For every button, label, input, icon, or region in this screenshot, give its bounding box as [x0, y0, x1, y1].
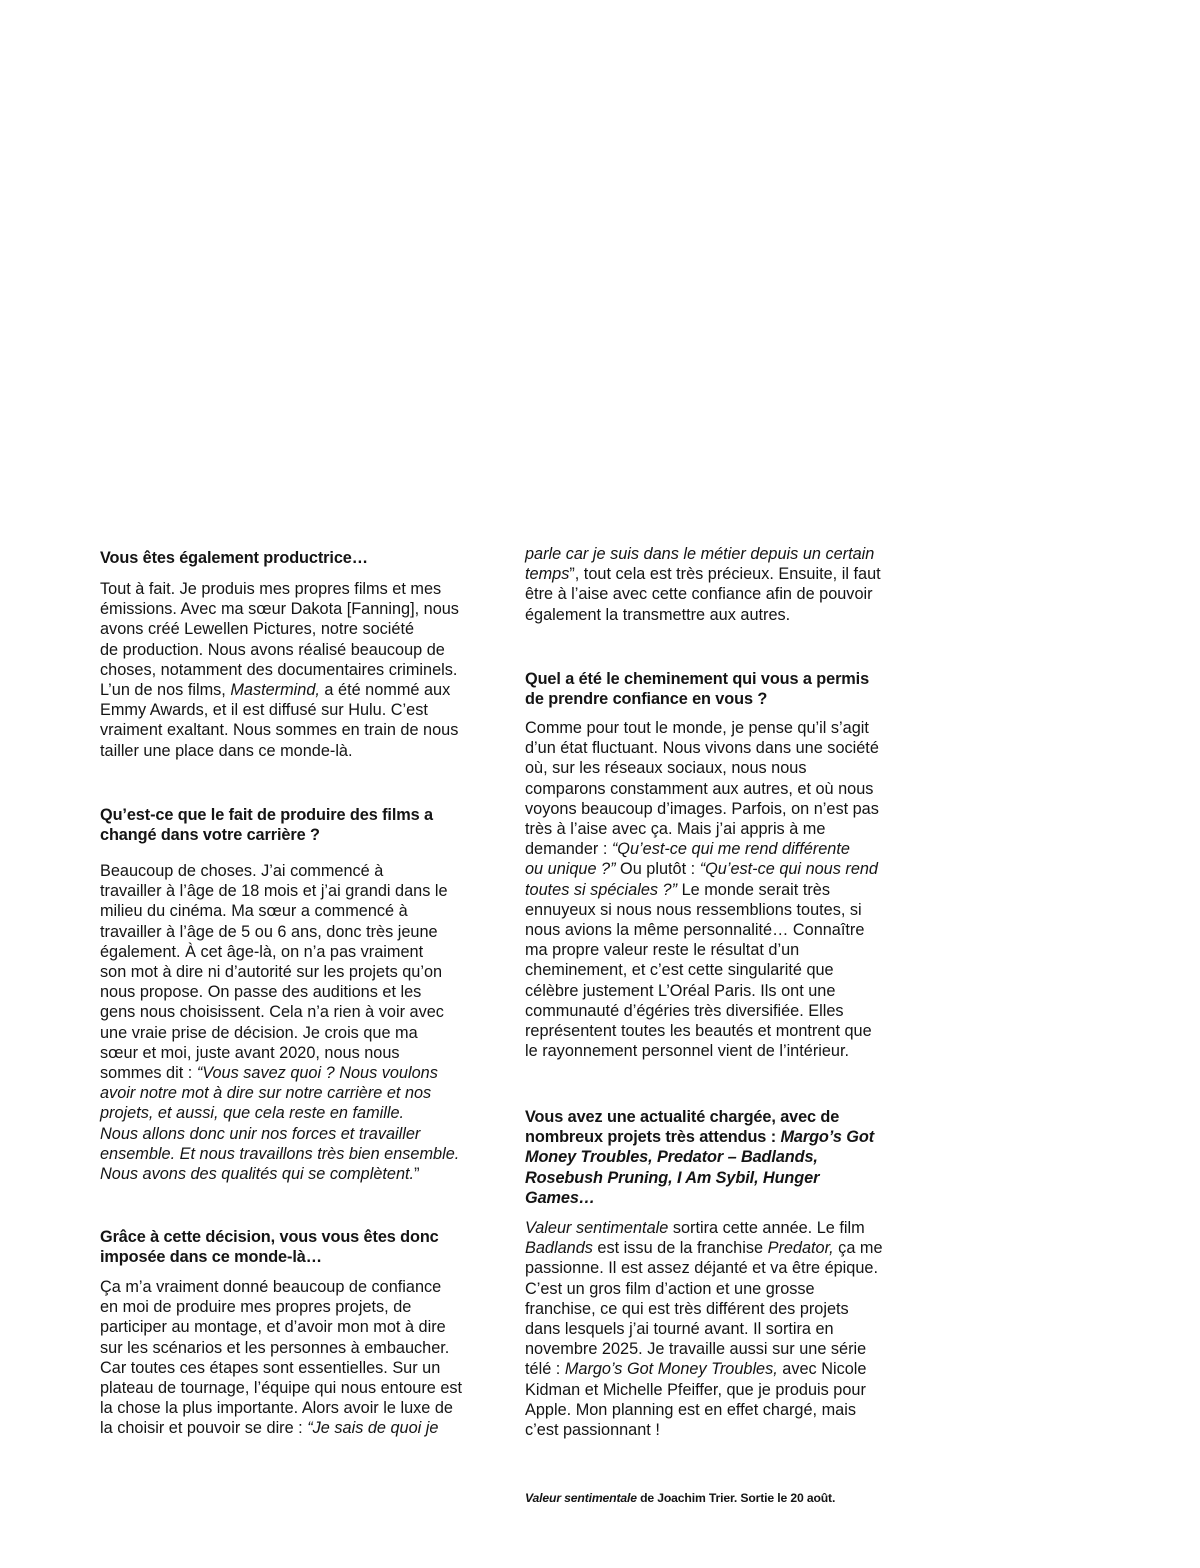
text-line [100, 700, 459, 720]
text-line [100, 1418, 462, 1438]
text-line [525, 1127, 874, 1147]
text-line [100, 881, 459, 901]
left-column [100, 0, 505, 1568]
question-productrice [100, 548, 368, 568]
text-line [525, 920, 879, 940]
text-line [100, 1043, 459, 1063]
text-segment: ça me [833, 1239, 883, 1258]
text-segment: son mot à dire ni d’autorité sur les projets qu’on [100, 963, 443, 982]
text-segment: changé dans votre carrière ? [100, 826, 320, 845]
text-segment: Car toutes ces étapes sont essentielles. Sur un [100, 1358, 441, 1377]
text-line [525, 960, 879, 980]
text-line [525, 564, 881, 584]
text-line [525, 1258, 883, 1278]
text-line [525, 940, 879, 960]
answer-cheminement [525, 718, 879, 1061]
text-line [525, 1319, 883, 1339]
text-segment: très à l’aise avec ça. Mais j’ai appris à me [525, 820, 826, 839]
text-segment: comparons constamment aux autres, et où nous [525, 779, 874, 798]
text-line [100, 741, 459, 761]
text-segment: Rosebush Pruning, I Am Sybil, Hunger [525, 1168, 820, 1187]
text-line [525, 669, 869, 689]
text-segment: de Joachim Trier. Sortie le 20 août. [636, 1491, 836, 1505]
text-segment: nombreux projets très attendus : [525, 1128, 781, 1147]
text-segment: Apple. Mon planning est en effet chargé, mais [525, 1400, 856, 1419]
question-actualite [525, 1107, 874, 1208]
answer-decision [100, 1277, 462, 1439]
text-segment: novembre 2025. Je travaille aussi sur une série [525, 1340, 867, 1359]
text-line [525, 1491, 835, 1506]
text-line [525, 1107, 874, 1127]
text-line [525, 1400, 883, 1420]
text-line [100, 825, 433, 845]
text-segment: sortira cette année. Le film [668, 1219, 865, 1237]
text-segment: Predator, [767, 1239, 834, 1258]
text-segment: en moi de produire mes propres projets, de [100, 1298, 412, 1317]
text-line [100, 1164, 459, 1184]
text-segment: ou unique ?” [525, 860, 616, 879]
text-segment: communauté d’égéries très diversifiée. Elles [525, 1001, 844, 1020]
text-segment: la chose la plus importante. Alors avoir le luxe de [100, 1399, 453, 1418]
text-segment: avoir notre mot à dire sur notre carrière et nos [100, 1084, 432, 1103]
answer-productrice [100, 579, 459, 761]
text-line [525, 981, 879, 1001]
text-segment: milieu du cinéma. Ma sœur a commencé à [100, 902, 408, 921]
question-decision [100, 1227, 439, 1267]
text-segment: Valeur sentimentale [525, 1491, 637, 1505]
text-segment: toutes si spéciales ?” [525, 880, 678, 899]
text-segment: vraiment exaltant. Nous sommes en train de nous [100, 721, 459, 740]
text-line [100, 942, 459, 962]
text-segment: sommes dit : [100, 1064, 197, 1083]
text-segment: temps [525, 565, 570, 584]
text-segment: parle car je suis dans le métier depuis un certain [525, 545, 875, 563]
text-line [100, 1277, 462, 1297]
text-line [525, 1279, 883, 1299]
text-line [525, 1147, 874, 1167]
text-segment: est issu de la franchise [592, 1239, 768, 1258]
text-segment: Vous êtes également productrice… [100, 549, 368, 567]
text-segment: ennuyeux si nous nous ressemblions toutes, si [525, 900, 862, 919]
text-line [525, 1359, 883, 1379]
text-segment: choses, notamment des documentaires criminels. [100, 660, 458, 679]
text-line [525, 584, 881, 604]
text-line [525, 779, 879, 799]
text-segment: Quel a été le cheminement qui vous a permis [525, 670, 870, 688]
text-line [100, 640, 459, 660]
right-column [525, 0, 930, 1568]
text-segment: Qu’est-ce que le fait de produire des films a [100, 806, 433, 824]
text-segment: Badlands [525, 1239, 593, 1258]
text-segment: avons créé Lewellen Pictures, notre société [100, 620, 415, 639]
text-segment: L’un de nos films, [100, 681, 231, 700]
text-segment: représentent toutes les beautés et montrent que [525, 1022, 872, 1041]
text-segment: Kidman et Michelle Pfeiffer, que je produis pour [525, 1380, 866, 1399]
text-line [100, 1002, 459, 1022]
text-segment: “Qu’est-ce qui me rend différente [611, 840, 850, 859]
text-segment: ensemble. Et nous travaillons très bien ensemble. [100, 1144, 460, 1163]
text-line [525, 738, 879, 758]
text-segment: également la transmettre aux autres. [525, 605, 791, 624]
text-line [525, 1001, 879, 1021]
text-segment: ”, tout cela est très précieux. Ensuite, il faut [569, 565, 881, 584]
text-segment: travailler à l’âge de 5 ou 6 ans, donc très jeune [100, 922, 438, 941]
text-segment: “Je sais de quoi je [307, 1419, 439, 1438]
text-line [100, 548, 368, 568]
text-line [100, 1124, 459, 1144]
text-line [525, 758, 879, 778]
text-line [100, 1023, 459, 1043]
text-segment: de production. Nous avons réalisé beaucoup de [100, 640, 445, 659]
text-segment: nous avions la même personnalité… Connaître [525, 921, 865, 940]
text-line [525, 1021, 879, 1041]
text-segment: où, sur les réseaux sociaux, nous nous [525, 759, 807, 778]
text-line [525, 1168, 874, 1188]
text-segment: ma propre valeur reste le résultat d’un [525, 941, 800, 960]
text-segment: “Qu’est-ce qui nous rend [699, 860, 878, 879]
text-segment: Games… [525, 1188, 595, 1207]
question-cheminement [525, 669, 869, 709]
text-line [100, 861, 459, 881]
text-line [525, 689, 869, 709]
text-segment: C’est un gros film d’action et une grosse [525, 1279, 815, 1298]
text-line [525, 544, 881, 564]
text-segment: Nous avons des qualités qui se complètent. [100, 1165, 415, 1184]
text-line [525, 605, 881, 625]
text-segment: ” [414, 1165, 420, 1184]
text-segment: tailler une place dans ce monde-là. [100, 741, 353, 760]
text-segment: Margo’s Got [780, 1128, 875, 1147]
text-segment: Ou plutôt : [615, 860, 700, 879]
text-segment: Emmy Awards, et il est diffusé sur Hulu. C’est [100, 701, 428, 720]
text-segment: projets, et aussi, que cela reste en famille. [100, 1104, 405, 1123]
text-segment: également. À cet âge-là, on n’a pas vraiment [100, 942, 424, 961]
text-line [525, 1380, 883, 1400]
text-segment: Money Troubles, Predator – Badlands, [525, 1148, 818, 1167]
text-line [100, 660, 459, 680]
text-segment: Valeur sentimentale [525, 1219, 669, 1237]
text-line [100, 1297, 462, 1317]
text-line [525, 718, 879, 738]
answer-continuation [525, 544, 881, 625]
text-segment: d’un état fluctuant. Nous vivons dans une société [525, 739, 879, 758]
text-segment: “Vous savez quoi ? Nous voulons [196, 1064, 438, 1083]
text-segment: franchise, ce qui est très différent des projets [525, 1299, 849, 1318]
text-line [100, 962, 459, 982]
text-line [100, 922, 459, 942]
text-segment: Vous avez une actualité chargée, avec de [525, 1108, 840, 1126]
text-segment: travailler à l’âge de 18 mois et j’ai grandi dans le [100, 882, 448, 901]
text-segment: Comme pour tout le monde, je pense qu’il s’agit [525, 719, 869, 737]
text-line [525, 1339, 883, 1359]
text-line [100, 1378, 462, 1398]
text-segment: Tout à fait. Je produis mes propres films et mes [100, 580, 442, 598]
text-line [100, 1063, 459, 1083]
text-segment: a été nommé aux [319, 681, 451, 700]
text-segment: gens nous choisissent. Cela n’a rien à voir avec [100, 1003, 444, 1022]
text-segment: c’est passionnant ! [525, 1421, 660, 1440]
text-segment: plateau de tournage, l’équipe qui nous entoure est [100, 1379, 463, 1398]
text-segment: Beaucoup de choses. J’ai commencé à [100, 862, 384, 880]
text-segment: voyons beaucoup d’images. Parfois, on n’est pas [525, 799, 879, 818]
text-line [525, 1299, 883, 1319]
text-segment: demander : [525, 840, 612, 859]
text-segment: sur les scénarios et les personnes à embaucher. [100, 1338, 450, 1357]
text-line [100, 1398, 462, 1418]
text-segment: Le monde serait très [677, 880, 830, 899]
text-line [525, 819, 879, 839]
text-segment: une vraie prise de décision. Je crois que ma [100, 1023, 418, 1042]
text-line [525, 1238, 883, 1258]
text-line [100, 619, 459, 639]
text-line [100, 680, 459, 700]
text-segment: dans lesquels j’ai tourné avant. Il sortira en [525, 1320, 834, 1339]
text-line [525, 799, 879, 819]
text-segment: le rayonnement personnel vient de l’intérieur. [525, 1042, 850, 1061]
text-line [525, 839, 879, 859]
text-line [100, 720, 459, 740]
text-segment: avec Nicole [777, 1360, 867, 1379]
text-line [525, 1420, 883, 1440]
text-segment: Nous allons donc unir nos forces et travailler [100, 1124, 421, 1143]
text-line [100, 1247, 439, 1267]
text-segment: célèbre justement L’Oréal Paris. Ils ont une [525, 981, 836, 1000]
text-segment: Mastermind, [230, 681, 320, 700]
text-line [100, 1317, 462, 1337]
text-line [100, 1338, 462, 1358]
answer-produire-films [100, 861, 459, 1184]
text-line [100, 1358, 462, 1378]
text-line [100, 1083, 459, 1103]
text-segment: Grâce à cette décision, vous vous êtes donc [100, 1228, 439, 1246]
text-line [525, 859, 879, 879]
text-line [100, 599, 459, 619]
text-segment: télé : [525, 1360, 565, 1379]
text-segment: être à l’aise avec cette confiance afin de pouvoir [525, 585, 873, 604]
text-segment: la choisir et pouvoir se dire : [100, 1419, 308, 1438]
text-segment: sœur et moi, juste avant 2020, nous nous [100, 1043, 400, 1062]
text-segment: participer au montage, et d’avoir mon mot à dire [100, 1318, 446, 1337]
text-line [100, 1103, 459, 1123]
text-line [525, 880, 879, 900]
text-line [100, 901, 459, 921]
text-line [100, 805, 433, 825]
text-segment: émissions. Avec ma sœur Dakota [Fanning], nous [100, 600, 459, 619]
film-credit-note [525, 1491, 835, 1506]
text-line [525, 1188, 874, 1208]
question-produire-films [100, 805, 433, 845]
text-segment: passionne. Il est assez déjanté et va être épique. [525, 1259, 878, 1278]
text-line [100, 1227, 439, 1247]
text-segment: Margo’s Got Money Troubles, [564, 1360, 778, 1379]
text-segment: Ça m’a vraiment donné beaucoup de confiance [100, 1278, 442, 1296]
text-segment: de prendre confiance en vous ? [525, 690, 768, 709]
text-line [100, 579, 459, 599]
text-segment: imposée dans ce monde-là… [100, 1248, 322, 1267]
text-segment: cheminement, et c’est cette singularité que [525, 961, 834, 980]
text-line [100, 1144, 459, 1164]
text-line [525, 900, 879, 920]
text-segment: nous propose. On passe des auditions et les [100, 983, 422, 1002]
text-line [100, 982, 459, 1002]
answer-actualite [525, 1218, 883, 1440]
text-line [525, 1041, 879, 1061]
text-line [525, 1218, 883, 1238]
